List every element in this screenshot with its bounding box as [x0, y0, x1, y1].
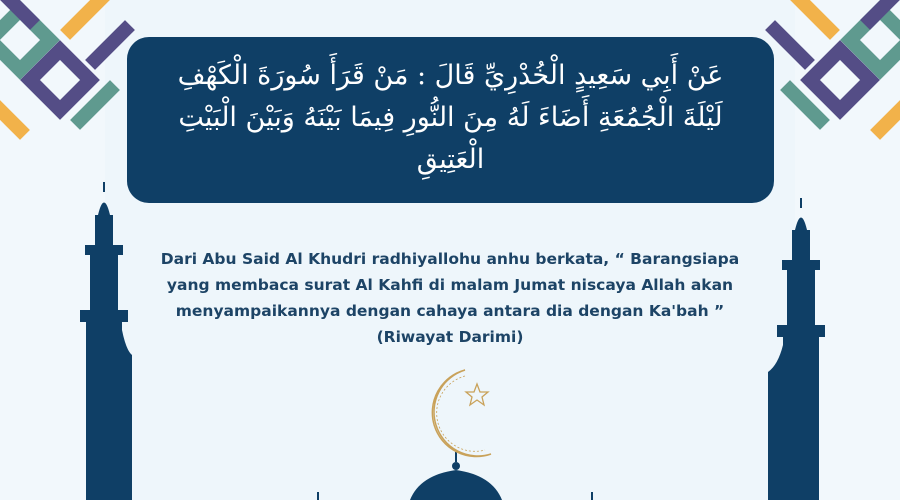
minaret-right	[768, 198, 825, 500]
arabic-hadith-box	[127, 37, 774, 203]
arabic-text: عَنْ أَبِي سَعِيدٍ الْخُدْرِيِّ قَالَ : مَنْ قَرَأَ سُورَةَ الْكَهْفِ لَيْلَةَ الْجُمُعَةِ أَضَاءَ لَهُ مِنَ النُّورِ فِيمَا بَيْنَهُ وَبَيْنَ الْبَيْتِ الْعَتِيقِ	[177, 60, 724, 175]
translation-text: Dari Abu Said Al Khudri radhiyallohu anhu berkata, “ Barangsiapa yang membaca surat Al Kahfi di malam Jumat niscaya Allah akan menyampaikannya dengan cahaya antara dia dengan Ka'bah ” (Riwayat Darimi)	[160, 250, 740, 346]
crescent-star-icon	[425, 366, 505, 462]
minaret-left	[80, 182, 132, 500]
